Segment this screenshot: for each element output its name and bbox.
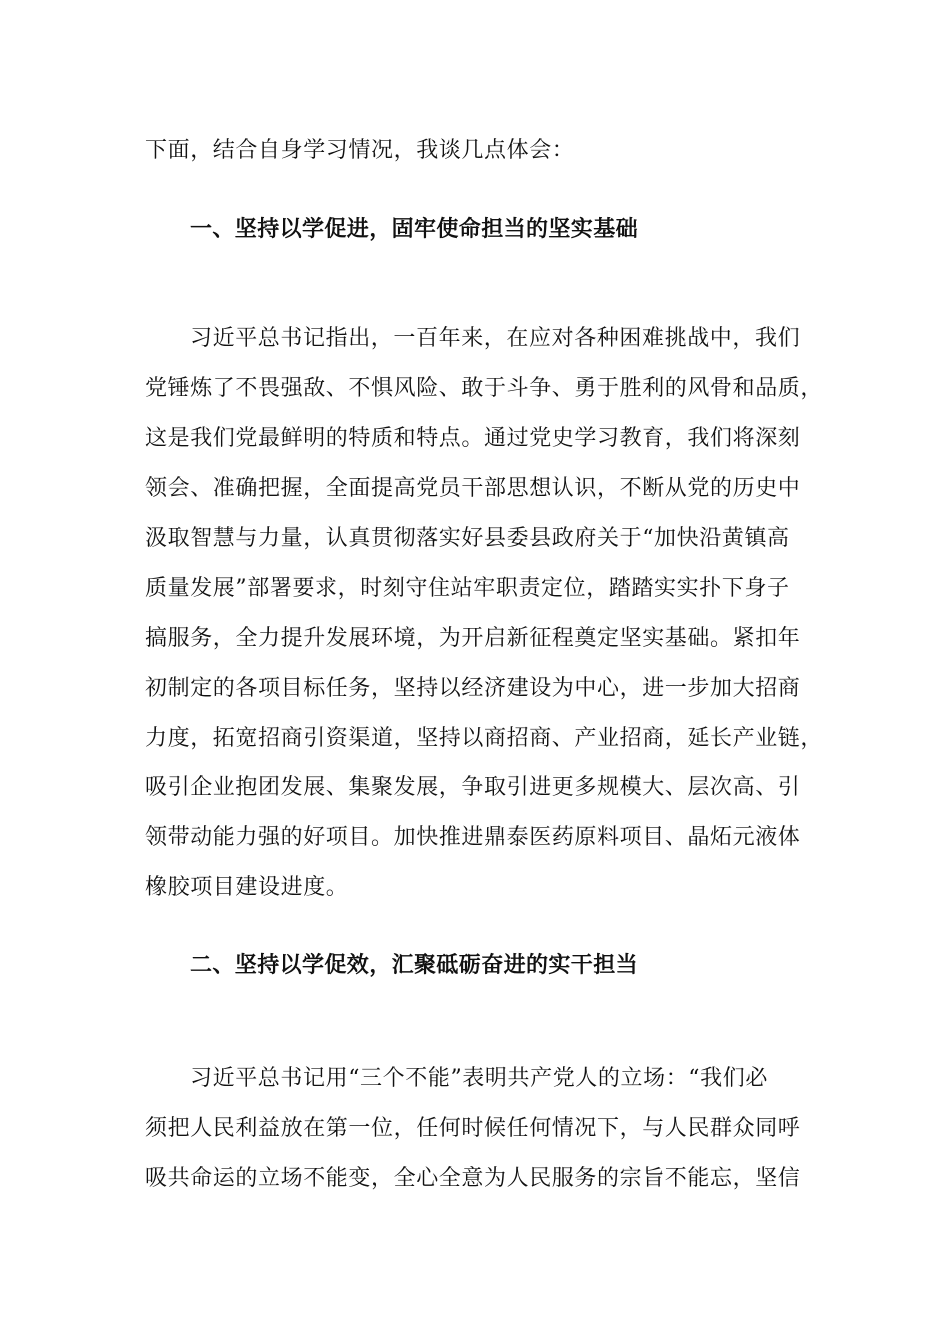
paragraph-line: 领带动能力强的好项目。加快推进鼎泰医药原料项目、晶炻元液体 (145, 825, 801, 850)
paragraph-line: 这是我们党最鲜明的特质和特点。通过党史学习教育，我们将深刻 (145, 426, 801, 451)
paragraph-line: 习近平总书记指出，一百年来，在应对各种困难挑战中，我们 (190, 326, 801, 351)
paragraph-line: 汲取智慧与力量，认真贯彻落实好县委县政府关于“加快沿黄镇高 (145, 526, 790, 551)
paragraph-line: 吸引企业抱团发展、集聚发展，争取引进更多规模大、层次高、引 (145, 775, 801, 800)
paragraph-line: 吸共命运的立场不能变，全心全意为人民服务的宗旨不能忘，坚信 (145, 1166, 801, 1191)
paragraph-line: 力度，拓宽招商引资渠道，坚持以商招商、产业招商，延长产业链， (145, 726, 824, 751)
paragraph-line: 领会、准确把握，全面提高党员干部思想认识，不断从党的历史中 (145, 476, 801, 501)
paragraph-line: 初制定的各项目标任务，坚持以经济建设为中心，进一步加大招商 (145, 676, 801, 701)
section-heading-1: 一、坚持以学促进，固牢使命担当的坚实基础 (190, 216, 639, 242)
paragraph-line: 党锤炼了不畏强敌、不惧风险、敢于斗争、勇于胜利的风骨和品质， (145, 376, 824, 401)
paragraph-line: 习近平总书记用“三个不能”表明共产党人的立场：“我们必 (190, 1066, 768, 1091)
section-heading-2: 二、坚持以学促效，汇聚砥砺奋进的实干担当 (190, 952, 639, 978)
paragraph-line: 搞服务，全力提升发展环境，为开启新征程奠定坚实基础。紧扣年 (145, 626, 801, 651)
paragraph-line: 质量发展”部署要求，时刻守住站牢职责定位，踏踏实实扑下身子 (145, 576, 790, 601)
paragraph-line: 须把人民利益放在第一位，任何时候任何情况下，与人民群众同呼 (145, 1116, 801, 1141)
paragraph-line: 橡胶项目建设进度。 (145, 875, 349, 900)
intro-line: 下面，结合自身学习情况，我谈几点体会： (145, 138, 575, 163)
